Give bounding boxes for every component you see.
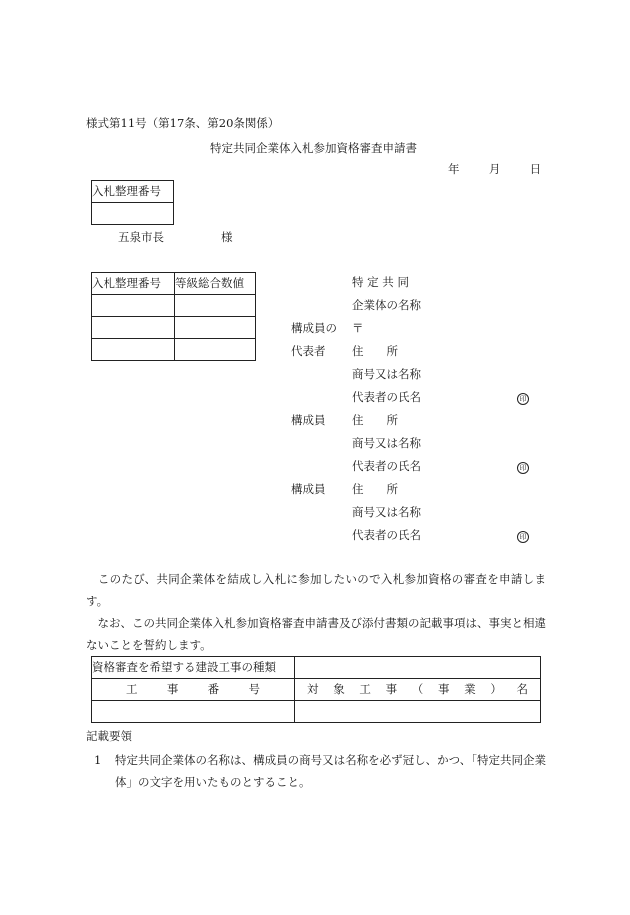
grade-table-cell[interactable]: [92, 317, 175, 339]
addressee-honorific: 様: [221, 230, 233, 244]
target-work-header-char: 事: [385, 681, 398, 696]
address-label: 住 所: [352, 413, 398, 427]
notes-heading: 記載要領: [86, 729, 132, 743]
date-day: 日: [529, 162, 542, 176]
target-work-header-char: 象: [333, 681, 345, 696]
date-line: [448, 164, 541, 176]
seal-mark: 印: [517, 461, 529, 474]
target-work-header-char: 事: [437, 681, 450, 696]
address-label: 住 所: [352, 344, 398, 358]
postal-mark: 〒: [352, 321, 364, 335]
member-label: 構成員: [291, 482, 326, 496]
grade-table-cell[interactable]: [175, 317, 256, 339]
grade-table-cell[interactable]: [92, 339, 175, 361]
grade-table-cell[interactable]: [175, 295, 256, 317]
work-number-value[interactable]: [92, 701, 295, 723]
target-work-header: [295, 679, 541, 701]
trade-name-label: 商号又は名称: [352, 505, 421, 519]
grade-table-cell[interactable]: [175, 339, 256, 361]
target-work-header-char: （: [411, 681, 424, 696]
trade-name-label: 商号又は名称: [352, 436, 421, 450]
date-month: 月: [488, 162, 501, 176]
note-number: 1: [94, 753, 102, 767]
addressee-name: 五泉市長: [118, 230, 164, 244]
jv-name-label-line2: 企業体の名称: [352, 298, 421, 312]
note-text: 特定共同企業体の名称は、構成員の商号又は名称を必ず冠し、かつ、「特定共同企業体」の文字を用いたものとすること。: [115, 753, 546, 789]
grade-table-header: 入札整理番号: [92, 273, 175, 295]
bid-number-value[interactable]: [92, 203, 174, 225]
work-number-header-char: 工: [126, 681, 138, 696]
member-label: 構成員: [291, 413, 326, 427]
grade-table: [91, 272, 256, 361]
work-number-header: [92, 679, 295, 701]
representative-name-label: 代表者の氏名: [352, 390, 421, 404]
desired-type-value[interactable]: [295, 657, 541, 679]
document-title: 特定共同企業体入札参加資格審査申請書: [210, 141, 417, 155]
target-work-header-char: 工: [359, 681, 371, 696]
work-number-header-char: 番: [207, 681, 220, 696]
application-statement: このたび、共同企業体を結成し入札に参加したいので入札参加資格の審査を申請します。: [86, 572, 546, 608]
work-number-header-char: 号: [248, 681, 260, 696]
bid-number-box: [91, 180, 174, 225]
target-work-header-char: ）: [490, 681, 502, 696]
representative-label-line2: 代表者: [291, 344, 326, 358]
seal-mark: 印: [517, 530, 529, 543]
bid-number-label: 入札整理番号: [92, 181, 174, 203]
grade-table-header: 等級総合数値: [175, 273, 256, 295]
target-work-value[interactable]: [295, 701, 541, 723]
trade-name-label: 商号又は名称: [352, 367, 421, 381]
pledge-statement: なお、この共同企業体入札参加資格審査申請書及び添付書類の記載事項は、事実と相違ないことを誓約します。: [86, 616, 546, 652]
representative-label-line1: 構成員の: [291, 321, 337, 335]
work-table: [91, 656, 541, 723]
address-label: 住 所: [352, 482, 398, 496]
jv-name-label-line1: 特 定 共 同: [352, 275, 409, 289]
work-number-header-char: 事: [166, 681, 179, 696]
target-work-header-char: 業: [464, 681, 476, 696]
target-work-header-char: 対: [307, 681, 319, 696]
grade-table-cell[interactable]: [92, 295, 175, 317]
date-year: 年: [448, 162, 460, 176]
representative-name-label: 代表者の氏名: [352, 528, 421, 542]
representative-name-label: 代表者の氏名: [352, 459, 421, 473]
target-work-header-char: 名: [516, 681, 528, 696]
desired-type-label: 資格審査を希望する建設工事の種類: [92, 657, 295, 679]
form-number: 様式第11号（第17条、第20条関係）: [86, 116, 280, 130]
seal-mark: 印: [517, 392, 529, 405]
